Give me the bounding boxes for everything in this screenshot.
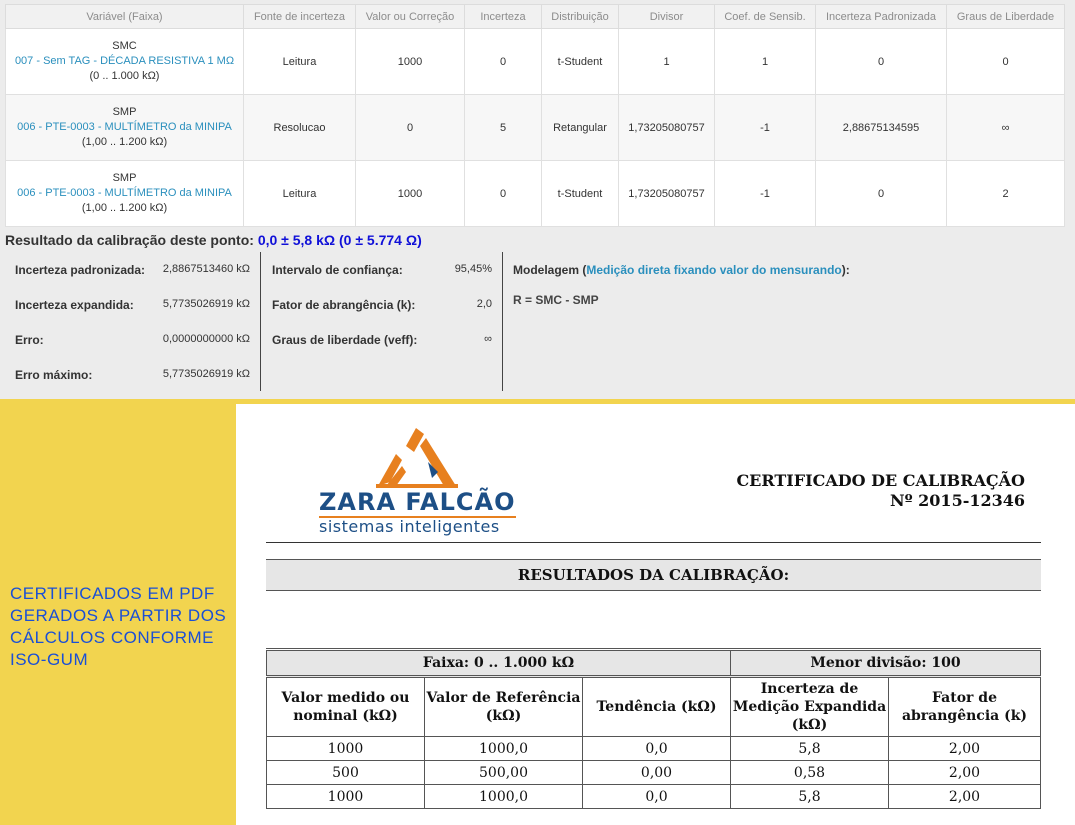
table-row [267, 761, 1041, 785]
certificate-title [736, 471, 1025, 511]
col-header-incerteza-expandida: Incerteza de Medição Expandida (kΩ) [731, 677, 889, 737]
col-header-valor-referencia: Valor de Referência (kΩ) [425, 677, 583, 737]
cell-valor-medido: 1000 [267, 737, 425, 761]
summary-uncertainty-column [5, 252, 261, 391]
certificate-title-line1: CERTIFICADO DE CALIBRAÇÃO [736, 471, 1025, 490]
col-header-fator: Fator de abrangência (k) [889, 677, 1041, 737]
cell-distribuicao: t-Student [542, 29, 619, 95]
cell-valor-medido: 1000 [267, 785, 425, 809]
variable-tag: SMP [112, 172, 137, 184]
col-header-valor-medido: Valor medido ou nominal (kΩ) [267, 677, 425, 737]
instrument-link[interactable]: 006 - PTE-0003 - MULTÍMETRO da MINIPA [17, 121, 232, 133]
cell-incerteza: 0,58 [731, 761, 889, 785]
model-label: Modelagem ( [513, 263, 587, 277]
promo-panel [0, 404, 236, 825]
cell-incerteza: 0 [465, 161, 542, 227]
summary-value: 2,0 [476, 298, 492, 310]
variable-range: (1,00 .. 1.200 kΩ) [81, 136, 168, 148]
cell-valor-referencia: 1000,0 [425, 785, 583, 809]
uncertainty-budget-table [5, 4, 1065, 227]
promo-text: CERTIFICADOS EM PDF GERADOS A PARTIR DOS CÁLCULOS CONFORME ISO-GUM [10, 584, 227, 669]
summary-label: Incerteza expandida: [15, 298, 134, 312]
resolution-cell: Menor divisão: 100 [731, 650, 1041, 677]
table-row [6, 29, 1065, 95]
certificate-number: Nº 2015-12346 [889, 491, 1025, 510]
cell-divisor: 1,73205080757 [619, 161, 715, 227]
cell-padronizada: 0 [816, 29, 947, 95]
cell-incerteza: 5 [465, 95, 542, 161]
cell-valor: 1000 [356, 29, 465, 95]
col-header-variavel[interactable]: Variável (Faixa) [6, 5, 244, 29]
range-cell: Faixa: 0 .. 1.000 kΩ [267, 650, 731, 677]
cell-incerteza: 5,8 [731, 785, 889, 809]
model-description [513, 263, 850, 277]
summary-row [272, 263, 492, 277]
table-header-row [267, 677, 1041, 737]
divider [266, 542, 1041, 543]
col-header-divisor[interactable]: Divisor [619, 5, 715, 29]
cell-padronizada: 2,88675134595 [816, 95, 947, 161]
model-link[interactable]: Medição direta fixando valor do mensurando [586, 263, 842, 277]
summary-confidence-column [262, 252, 503, 391]
summary-row [272, 333, 492, 347]
cell-valor: 0 [356, 95, 465, 161]
model-label-end: ): [841, 263, 850, 277]
cell-tendencia: 0,0 [583, 785, 731, 809]
summary-value: ∞ [484, 333, 492, 345]
summary-label: Erro máximo: [15, 368, 93, 382]
cell-fonte: Leitura [244, 161, 356, 227]
logo-wordmark: ZARA FALCÃO [319, 488, 516, 516]
table-header-row [6, 5, 1065, 29]
instrument-link[interactable]: 007 - Sem TAG - DÉCADA RESISTIVA 1 MΩ [14, 55, 235, 67]
certificate-results-table [266, 648, 1041, 809]
cell-divisor: 1,73205080757 [619, 95, 715, 161]
cell-fator: 2,00 [889, 785, 1041, 809]
summary-row [15, 333, 250, 347]
summary-row [15, 368, 250, 382]
cell-padronizada: 0 [816, 161, 947, 227]
summary-value: 0,0000000000 kΩ [162, 333, 250, 345]
model-formula: R = SMC - SMP [513, 293, 599, 307]
cell-coef: 1 [715, 29, 816, 95]
summary-row [15, 263, 250, 277]
cell-graus: ∞ [947, 95, 1065, 161]
table-row [267, 785, 1041, 809]
variable-tag: SMP [112, 106, 137, 118]
cell-variavel [6, 161, 244, 227]
cell-fator: 2,00 [889, 761, 1041, 785]
results-heading: RESULTADOS DA CALIBRAÇÃO: [266, 559, 1041, 591]
summary-label: Graus de liberdade (veff): [272, 333, 418, 347]
summary-label: Intervalo de confiança: [272, 263, 403, 277]
col-header-coef[interactable]: Coef. de Sensib. [715, 5, 816, 29]
cell-valor: 1000 [356, 161, 465, 227]
calibration-result-heading [5, 232, 422, 248]
table-row [6, 95, 1065, 161]
summary-model-column [504, 252, 1064, 391]
instrument-link[interactable]: 006 - PTE-0003 - MULTÍMETRO da MINIPA [17, 187, 232, 199]
cell-coef: -1 [715, 161, 816, 227]
cell-incerteza: 5,8 [731, 737, 889, 761]
summary-row [272, 298, 492, 312]
table-row [267, 737, 1041, 761]
cell-valor-medido: 500 [267, 761, 425, 785]
cell-fonte: Resolucao [244, 95, 356, 161]
cell-variavel [6, 95, 244, 161]
cell-divisor: 1 [619, 29, 715, 95]
result-label: Resultado da calibração deste ponto: [5, 232, 254, 248]
cell-graus: 2 [947, 161, 1065, 227]
cell-fonte: Leitura [244, 29, 356, 95]
col-header-fonte[interactable]: Fonte de incerteza [244, 5, 356, 29]
result-value: 0,0 ± 5,8 kΩ (0 ± 5.774 Ω) [257, 232, 422, 248]
cell-incerteza: 0 [465, 29, 542, 95]
table-row [6, 161, 1065, 227]
variable-tag: SMC [112, 40, 137, 52]
cell-valor-referencia: 1000,0 [425, 737, 583, 761]
cell-tendencia: 0,00 [583, 761, 731, 785]
cell-coef: -1 [715, 95, 816, 161]
table-range-row [267, 650, 1041, 677]
variable-range: (0 .. 1.000 kΩ) [89, 70, 160, 82]
variable-range: (1,00 .. 1.200 kΩ) [81, 202, 168, 214]
cell-graus: 0 [947, 29, 1065, 95]
cell-distribuicao: Retangular [542, 95, 619, 161]
cell-variavel [6, 29, 244, 95]
summary-row [15, 298, 250, 312]
col-header-tendencia: Tendência (kΩ) [583, 677, 731, 737]
summary-label: Incerteza padronizada: [15, 263, 146, 277]
logo-tagline: sistemas inteligentes [319, 517, 500, 536]
cell-distribuicao: t-Student [542, 161, 619, 227]
col-header-graus[interactable]: Graus de Liberdade [947, 5, 1065, 29]
summary-value: 95,45% [454, 263, 492, 275]
col-header-padronizada[interactable]: Incerteza Padronizada [816, 5, 947, 29]
summary-label: Fator de abrangência (k): [272, 298, 416, 312]
col-header-valor[interactable]: Valor ou Correção [356, 5, 465, 29]
col-header-incerteza[interactable]: Incerteza [465, 5, 542, 29]
summary-label: Erro: [15, 333, 44, 347]
summary-value: 5,7735026919 kΩ [162, 298, 250, 310]
summary-value: 5,7735026919 kΩ [162, 368, 250, 380]
certificate-preview [236, 404, 1075, 825]
cell-valor-referencia: 500,00 [425, 761, 583, 785]
cell-tendencia: 0,0 [583, 737, 731, 761]
cell-fator: 2,00 [889, 737, 1041, 761]
col-header-distribuicao[interactable]: Distribuição [542, 5, 619, 29]
summary-value: 2,8867513460 kΩ [162, 263, 250, 275]
